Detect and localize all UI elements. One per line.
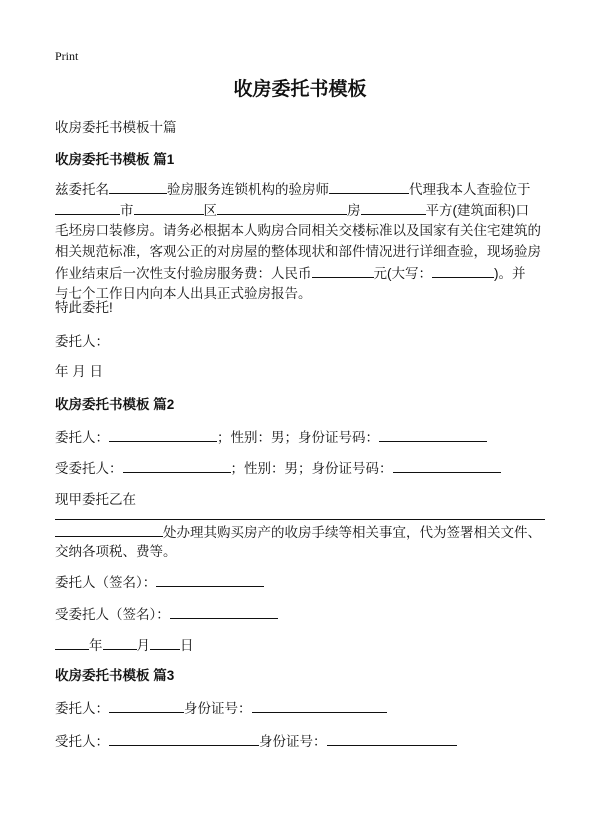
page-title: 收房委托书模板 [233, 79, 367, 100]
body-line: 市 区 房 平方(建筑面积)口 [55, 200, 529, 221]
principal-label: 委托人： [55, 334, 109, 349]
section-heading-3: 收房委托书模板 篇3 [55, 668, 175, 683]
agent-line: 受托人： 身份证号： [55, 731, 457, 752]
body-line: 毛坯房口装修房。请务必根据本人购房合同相关交楼标准以及国家有关住宅建筑的 [55, 223, 541, 238]
body-line: 现甲委托乙在 [55, 492, 136, 507]
body-line: 与七个工作日内向本人出具正式验房报告。 [55, 286, 312, 301]
date-line: 年 月 日 [55, 364, 104, 379]
agent-line: 受委托人： ；性别：男；身份证号码： [55, 458, 501, 479]
subtitle: 收房委托书模板十篇 [55, 120, 177, 135]
principal-line: 委托人： ；性别：男；身份证号码： [55, 427, 487, 448]
special-text: 特此委托! [55, 300, 113, 315]
sign-line: 受委托人（签名）： [55, 604, 278, 625]
principal-line: 委托人： 身份证号： [55, 698, 387, 719]
body-line: 交纳各项税、费等。 [55, 544, 177, 559]
body-line: 作业结束后一次性支付验房服务费：人民币 元(大写： )。并 [55, 263, 526, 284]
date-line: 年 月 日 [55, 635, 194, 656]
body-line: 兹委托名 验房服务连锁机构的验房师 代理我本人查验位于 [55, 179, 531, 200]
section-heading-2: 收房委托书模板 篇2 [55, 397, 175, 412]
print-link[interactable]: Print [55, 49, 79, 63]
body-line: 相关规范标准，客观公正的对房屋的整体现状和部件情况进行详细查验，现场验房 [55, 244, 541, 259]
section-heading-1: 收房委托书模板 篇1 [55, 152, 175, 167]
sign-line: 委托人（签名）： [55, 572, 264, 593]
body-line: 处办理其购买房产的收房手续等相关事宜，代为签署相关文件、 [55, 522, 541, 543]
